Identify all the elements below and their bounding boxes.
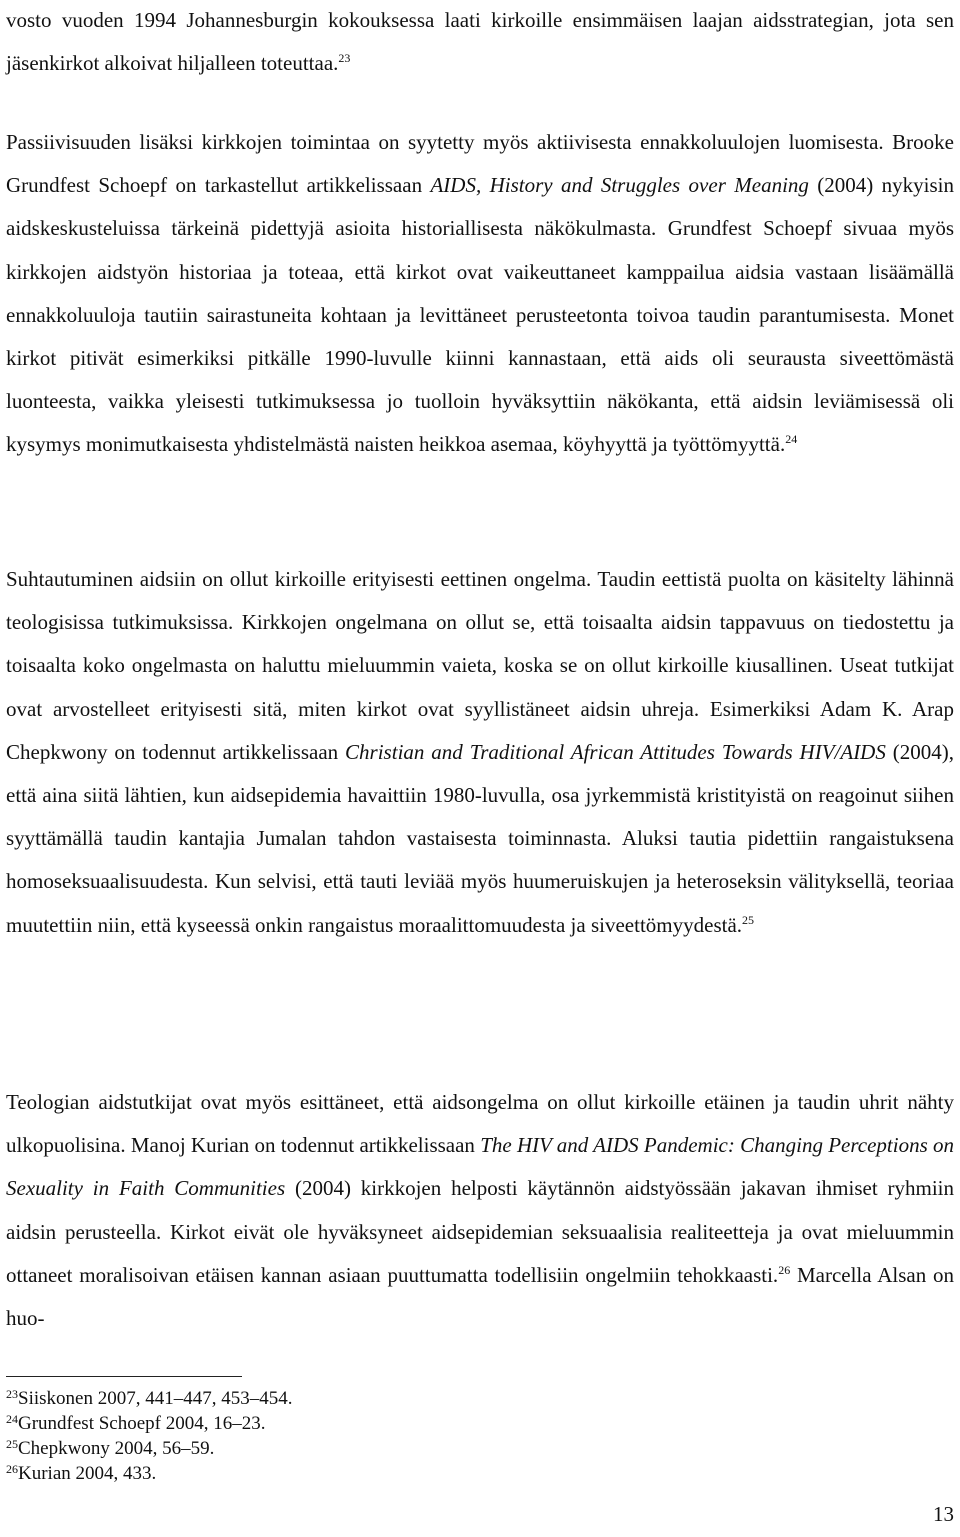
paragraph (6, 558, 954, 947)
footnote-reference: 23 (338, 51, 351, 66)
footnotes (6, 1386, 706, 1486)
footnote-number: 26 (6, 1462, 18, 1476)
footnote-number: 25 (6, 1437, 18, 1451)
text-segment: Suhtautuminen aidsiin on ollut kirkoille erityisesti eettinen ongelma. Taudin eettistä puolta on käsitelty lähinnä teologisissa tutkimuksissa. Kirkkojen ongelmana on ollut se, että toisaalta aidsin tappavuus on tiedostettu ja toisaalta koko ongelmasta on haluttu mieluummin vaieta, koska se on ollut kirkoille kiusallinen. Useat tutkijat ovat arvostelleet erityisesti sitä, miten kirkot ovat syyllistäneet aidsin uhreja. Esimerkiksi Adam K. Arap Chepkwony on todennut artikkelissaan (6, 567, 954, 764)
footnote-number: 23 (6, 1387, 18, 1401)
paragraph (6, 121, 954, 467)
footnote (6, 1411, 706, 1436)
text-segment: Passiivisuuden lisäksi kirkkojen toimintaa on syytetty myös aktiivisesta ennakkoluulojen luomisesta. Brooke Grundfest Schoepf on tarkastellut artikkelissaan (6, 130, 954, 198)
italic-title: The HIV and AIDS Pandemic: Changing Perceptions on Sexuality in Faith Communities (6, 1133, 954, 1201)
text-segment: Teologian aidstutkijat ovat myös esittäneet, että aidsongelma on ollut kirkoille etäinen ja taudin uhrit nähty ulkopuolisina. Manoj Kurian on todennut artikkelissaan (6, 1090, 954, 1158)
footnote (6, 1436, 706, 1461)
text-segment: (2004), että aina siitä lähtien, kun aidsepidemia havaittiin 1980-luvulla, osa jyrkemmistä kristityistä on reagoinut siihen syyttämällä taudin kantajia Jumalan tahdon vastaisesta toiminnasta. Aluksi tautia pidettiin rangaistuksena homoseksuaalisuudesta. Kun selvisi, että tauti leviää myös huumeruiskujen ja heteroseksin välityksellä, teoriaa muutettiin niin, että kyseessä onkin rangaistus moraalittomuudesta ja siveettömyydestä. (6, 739, 954, 937)
footnote-reference: 26 (778, 1262, 791, 1277)
footnote-text: Chepkwony 2004, 56–59. (18, 1438, 215, 1459)
footnote-separator (6, 1376, 242, 1377)
footnote-text: Siiskonen 2007, 441–447, 453–454. (18, 1388, 293, 1409)
footnote (6, 1386, 706, 1411)
footnote-reference: 24 (785, 432, 798, 447)
page-number: 13 (933, 1502, 954, 1526)
italic-title: AIDS, History and Struggles over Meaning (430, 173, 809, 198)
text-segment: (2004) kirkkojen helposti käytännön aidstyössään jakavan ihmiset ryhmiin aidsin perusteella. Kirkot eivät ole hyväksyneet aidsepidemian seksuaalisia realiteetteja ja ovat mieluummin ottaneet moralisoivan etäisen kannan asiaan puuttumatta todellisiin ongelmiin tehokkaasti. (6, 1176, 954, 1287)
footnote-number: 24 (6, 1412, 18, 1426)
text-segment: Marcella Alsan on huo- (6, 1262, 955, 1331)
footnote (6, 1461, 706, 1486)
paragraph (6, 1081, 954, 1340)
footnote-reference: 25 (742, 912, 755, 927)
text-segment: (2004) nykyisin aidskeskusteluissa tärkeinä pidettyjä asioita historiallisesta näkökulmasta. Grundfest Schoepf sivuaa myös kirkkojen aidstyön historiaa ja toteaa, että kirkot ovat vaikeuttaneet kamppailua aidsia vastaan lisäämällä ennakkoluuloja tautiin sairastuneita kohtaan ja levittäneet perusteetonta toivoa taudin parantumisesta. Monet kirkot pitivät esimerkiksi pitkälle 1990-luvulle kiinni kannastaan, että aids oli seurausta siveettömästä luonteesta, vaikka yleisesti tutkimuksessa jo tuolloin hyväksyttiin näkökanta, että aidsin leviämisessä oli kysymys monimutkaisesta yhdistelmästä naisten heikkoa asemaa, köyhyyttä ja työttömyyttä. (6, 173, 954, 457)
footnote-text: Kurian 2004, 433. (18, 1463, 157, 1484)
paragraph (6, 0, 954, 85)
text-segment: vosto vuoden 1994 Johannesburgin kokouksessa laati kirkoille ensimmäisen laajan aidsstrategian, jota sen jäsenkirkot alkoivat hiljalleen toteuttaa. (6, 8, 954, 76)
italic-title: Christian and Traditional African Attitudes Towards HIV/AIDS (345, 739, 886, 764)
footnote-text: Grundfest Schoepf 2004, 16–23. (18, 1413, 266, 1434)
